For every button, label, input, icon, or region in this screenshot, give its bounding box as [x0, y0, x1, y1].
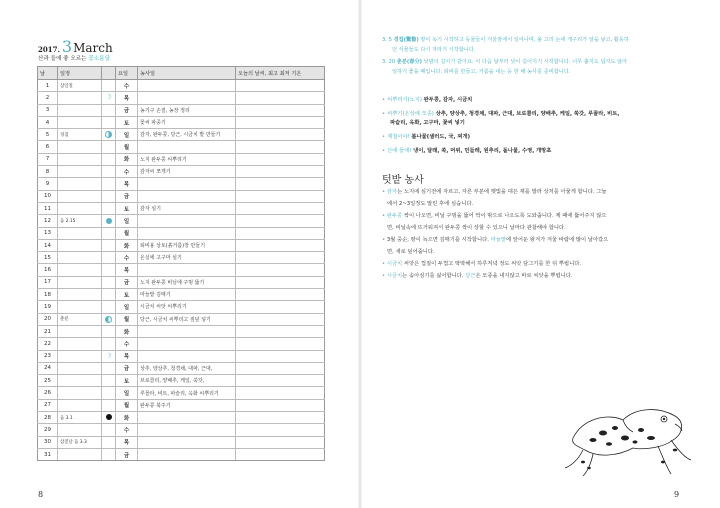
moon-cell — [102, 129, 116, 141]
moon-cell — [102, 350, 116, 362]
calendar-header-row — [38, 67, 325, 80]
col-moon — [102, 67, 116, 80]
month-name: March — [73, 41, 113, 55]
day-cell: 5 — [38, 129, 58, 141]
section-title: 텃밭 농사 — [382, 175, 424, 186]
weather-cell — [236, 80, 325, 92]
weekday-cell: 일 — [116, 215, 138, 227]
schedule-cell — [58, 264, 102, 276]
schedule-cell — [58, 375, 102, 387]
moon-cell — [102, 313, 116, 325]
table-row — [38, 424, 325, 436]
schedule-cell — [58, 166, 102, 178]
day-cell: 15 — [38, 252, 58, 264]
term-chunbun — [382, 58, 702, 77]
day-cell: 4 — [38, 116, 58, 128]
day-cell: 14 — [38, 239, 58, 251]
moon-cell — [102, 202, 116, 214]
calendar-table — [37, 66, 325, 461]
new-moon-icon — [106, 414, 112, 420]
farm-work-cell — [138, 190, 236, 202]
farm-work-cell: 감자 심기 — [138, 202, 236, 214]
weekday-cell: 화 — [116, 239, 138, 251]
day-cell: 8 — [38, 166, 58, 178]
table-row — [38, 202, 325, 214]
farm-work-cell — [138, 436, 236, 448]
day-cell: 20 — [38, 313, 58, 325]
schedule-cell: 춘분 — [58, 313, 102, 325]
farm-work-cell: 감자씨 쪼개기 — [138, 166, 236, 178]
moon-cell — [102, 436, 116, 448]
paragraph-spinach-thin: • 시금치는 솎아심기를 싫어합니다. 당근은 모종을 내지않고 바로 씨앗을 뿌립니다. — [382, 273, 573, 279]
farm-work-cell — [138, 350, 236, 362]
farm-work-cell: 상추, 양상추, 청경채, 대파, 근대, — [138, 362, 236, 374]
table-row — [38, 362, 325, 374]
weekday-cell: 일 — [116, 301, 138, 313]
moon-cell — [102, 153, 116, 165]
col-farm-work: 농사일 — [138, 67, 236, 80]
moon-cell — [102, 178, 116, 190]
weather-cell — [236, 448, 325, 460]
day-cell: 23 — [38, 350, 58, 362]
month-subtitle — [38, 54, 110, 62]
day-cell: 12 — [38, 215, 58, 227]
schedule-cell — [58, 289, 102, 301]
weekday-cell: 화 — [116, 325, 138, 337]
weekday-cell: 목 — [116, 264, 138, 276]
moon-cell — [102, 116, 116, 128]
farm-work-cell — [138, 424, 236, 436]
highlight-text: 마늘밭 — [490, 237, 506, 243]
schedule-cell — [58, 227, 102, 239]
moon-cell — [102, 325, 116, 337]
farm-work-cell — [138, 412, 236, 424]
moon-cell — [102, 375, 116, 387]
moon-cell — [102, 362, 116, 374]
table-row — [38, 178, 325, 190]
col-weather: 오늘의 날씨, 최고 최저 기온 — [236, 67, 325, 80]
moon-cell — [102, 412, 116, 424]
day-cell: 18 — [38, 289, 58, 301]
schedule-cell: 음 2.15 — [58, 215, 102, 227]
farm-work-cell: 당근, 시금치 씨뿌리고 짚덮 넣기 — [138, 313, 236, 325]
day-cell: 3 — [38, 104, 58, 116]
moon-cell — [102, 215, 116, 227]
farm-work-cell: 마늘밭 김매기 — [138, 289, 236, 301]
weekday-cell: 토 — [116, 202, 138, 214]
moon-cell — [102, 289, 116, 301]
day-cell: 24 — [38, 362, 58, 374]
weekday-cell: 수 — [116, 80, 138, 92]
moon-cell — [102, 227, 116, 239]
weekday-cell: 금 — [116, 448, 138, 460]
weekday-cell: 토 — [116, 375, 138, 387]
weekday-cell: 수 — [116, 338, 138, 350]
schedule-cell — [58, 338, 102, 350]
crescent-moon-icon: ☽ — [105, 351, 112, 360]
schedule-cell — [58, 202, 102, 214]
day-cell: 6 — [38, 141, 58, 153]
schedule-cell — [58, 239, 102, 251]
day-cell: 26 — [38, 387, 58, 399]
weekday-cell: 수 — [116, 424, 138, 436]
schedule-cell — [58, 448, 102, 460]
schedule-cell: 경칩 — [58, 129, 102, 141]
table-row — [38, 301, 325, 313]
weather-cell — [236, 239, 325, 251]
weather-cell — [236, 313, 325, 325]
term-keongchip — [382, 36, 702, 55]
farm-work-cell: 루꼴라, 비트, 파슬리, 옥화 씨뿌리기 — [138, 387, 236, 399]
weather-cell — [236, 325, 325, 337]
weekday-cell: 금 — [116, 104, 138, 116]
schedule-cell — [58, 252, 102, 264]
weekday-cell: 금 — [116, 276, 138, 288]
weekday-cell: 목 — [116, 178, 138, 190]
table-row — [38, 387, 325, 399]
weather-cell — [236, 202, 325, 214]
table-row — [38, 448, 325, 460]
list-item: • 산에 들에! 냉이, 달래, 쑥, 머위, 민들레, 원추리, 돌나물, 수영, 개망초 — [382, 148, 552, 154]
day-cell: 11 — [38, 202, 58, 214]
table-row — [38, 239, 325, 251]
weather-cell — [236, 338, 325, 350]
table-row — [38, 375, 325, 387]
moon-cell — [102, 338, 116, 350]
term-text: 낮밤의 길이가 같아요. 이 다음 날부터 낮이 길어지기 시작합니다. 너무 춥지도 덥지도 않아 — [423, 59, 628, 65]
moon-cell — [102, 424, 116, 436]
moon-cell — [102, 80, 116, 92]
day-cell: 27 — [38, 399, 58, 411]
farm-work-cell: 퇴비용 상토(흙거름)장 만들기 — [138, 239, 236, 251]
term-name: 경칩(驚蟄) — [393, 37, 419, 43]
farm-work-cell: 꽃씨 파종기 — [138, 116, 236, 128]
table-row — [38, 227, 325, 239]
weekday-cell: 수 — [116, 166, 138, 178]
schedule-cell — [58, 362, 102, 374]
table-row — [38, 153, 325, 165]
farm-work-cell: 노지 완두콩 씨뿌리기 — [138, 153, 236, 165]
weather-cell — [236, 289, 325, 301]
farm-work-cell: 브로콜리, 양배추, 케일, 쑥갓, — [138, 375, 236, 387]
day-cell: 1 — [38, 80, 58, 92]
subtitle-accent: 꽃소름달 — [88, 56, 110, 62]
table-row — [38, 338, 325, 350]
weather-cell — [236, 166, 325, 178]
schedule-cell — [58, 178, 102, 190]
day-cell: 17 — [38, 276, 58, 288]
table-row — [38, 252, 325, 264]
weekday-cell: 일 — [116, 129, 138, 141]
day-cell: 28 — [38, 412, 58, 424]
paragraph-potato: • 감자는 노지에 심기전에 자르고, 자른 부분에 햇빛을 대든 재를 발라 상처를 아물게 합니다. 그늘 에서 2~3일정도 말린 후에 심습니다. — [382, 189, 607, 207]
day-cell: 9 — [38, 178, 58, 190]
day-cell: 29 — [38, 424, 58, 436]
term-date: 3. 5 — [382, 37, 392, 43]
weekday-cell: 금 — [116, 362, 138, 374]
list-item: • 씨뿌리기(노지) 완두콩, 감자, 시금치 — [382, 97, 473, 103]
schedule-cell — [58, 190, 102, 202]
term-date: 3. 20 — [382, 59, 396, 65]
day-cell: 30 — [38, 436, 58, 448]
day-cell: 2 — [38, 92, 58, 104]
table-row — [38, 313, 325, 325]
schedule-cell — [58, 116, 102, 128]
paragraph-spinach-seed: • 시금치 씨앗은 껍질이 두껍고 딱딱해서 하루저녁 정도 씨앗 담그기를 한 뒤 뿌립니다. — [382, 261, 581, 267]
weather-cell — [236, 412, 325, 424]
subtitle-prefix: 산과 들에 좋 오르는 — [38, 56, 87, 62]
moon-cell — [102, 448, 116, 460]
weather-cell — [236, 387, 325, 399]
schedule-cell — [58, 92, 102, 104]
schedule-cell — [58, 104, 102, 116]
weather-cell — [236, 153, 325, 165]
month-header — [38, 37, 113, 55]
farm-work-cell: 완두콩 북주기 — [138, 399, 236, 411]
col-weekday: 요일 — [116, 67, 138, 80]
term-name: 춘분(春分) — [396, 59, 422, 65]
weekday-cell: 목 — [116, 436, 138, 448]
weather-cell — [236, 116, 325, 128]
table-row — [38, 141, 325, 153]
weekday-cell: 토 — [116, 116, 138, 128]
table-row — [38, 104, 325, 116]
table-row — [38, 92, 325, 104]
weather-cell — [236, 129, 325, 141]
weekday-cell: 화 — [116, 412, 138, 424]
weather-cell — [236, 436, 325, 448]
moon-cell — [102, 239, 116, 251]
schedule-cell: 삼짇날 음 3.3 — [58, 436, 102, 448]
farm-work-cell — [138, 325, 236, 337]
col-day: 날 — [38, 67, 58, 80]
weather-cell — [236, 350, 325, 362]
full-moon-icon — [106, 218, 112, 224]
weekday-cell: 월 — [116, 313, 138, 325]
farm-work-cell: 시금치 씨앗 씨뿌리기 — [138, 301, 236, 313]
weekday-cell: 목 — [116, 92, 138, 104]
page-number-right: 9 — [674, 490, 680, 499]
weather-cell — [236, 399, 325, 411]
schedule-cell — [58, 399, 102, 411]
schedule-cell — [58, 325, 102, 337]
list-item: • 씨뿌기(온상에 모종) 상추, 양상추, 청경채, 대파, 근대, 브로콜리, 양배추, 케일, 쑥갓, 루꼴라, 비트, — [382, 111, 620, 117]
moon-cell — [102, 190, 116, 202]
weather-cell — [236, 104, 325, 116]
weather-cell — [236, 190, 325, 202]
term-text-cont: 던 식물들도 다시 자라기 시작합니다. — [392, 46, 476, 53]
list-item: • 제철이야! 봄나물(샐러드, 국, 찌개) — [382, 134, 471, 140]
term-text: 땅이 녹기 시작하고 동물들이 겨울잠에서 일어나며, 올 고리 논에 개구리가 알을 낳고, 활동하 — [420, 37, 629, 43]
table-row — [38, 80, 325, 92]
paragraph-weeding: • 3월 중순, 땅이 녹으면 김매기를 시작합니다. 마늘밭에 앞어둔 왕겨가 겨울 바람에 많이 날아갔으 면, 새로 덮어줍니다. — [382, 237, 609, 255]
first-quarter-moon-icon — [105, 131, 112, 138]
farm-work-cell — [138, 92, 236, 104]
table-row — [38, 412, 325, 424]
day-cell: 16 — [38, 264, 58, 276]
table-row — [38, 399, 325, 411]
farm-work-cell — [138, 178, 236, 190]
farm-work-cell — [138, 141, 236, 153]
farm-work-cell: 노지 완두콩 비닐에 구멍 뚫기 — [138, 276, 236, 288]
moon-cell — [102, 141, 116, 153]
moon-cell — [102, 104, 116, 116]
table-row — [38, 325, 325, 337]
schedule-cell — [58, 424, 102, 436]
farm-work-cell — [138, 264, 236, 276]
table-row — [38, 166, 325, 178]
table-row — [38, 215, 325, 227]
schedule-cell — [58, 387, 102, 399]
farm-work-cell — [138, 227, 236, 239]
table-row — [38, 190, 325, 202]
schedule-cell — [58, 350, 102, 362]
table-row — [38, 116, 325, 128]
right-page — [360, 0, 720, 508]
farm-work-cell — [138, 215, 236, 227]
month-number: 3 — [61, 37, 73, 56]
weekday-cell: 화 — [116, 153, 138, 165]
last-quarter-moon-icon — [105, 316, 112, 323]
weather-cell — [236, 424, 325, 436]
moon-cell — [102, 92, 116, 104]
weather-cell — [236, 92, 325, 104]
weather-cell — [236, 141, 325, 153]
schedule-cell — [58, 153, 102, 165]
farm-work-cell: 농기구 손질, 농장 정리 — [138, 104, 236, 116]
moon-cell — [102, 264, 116, 276]
table-row — [38, 436, 325, 448]
list-item-cont: 파슬리, 옥화, 고구마, 꽃씨 넣기 — [390, 120, 465, 126]
farm-work-cell: 감자, 완두콩, 당근, 시금치 밭 만들기 — [138, 129, 236, 141]
moon-cell — [102, 399, 116, 411]
moon-cell — [102, 387, 116, 399]
day-cell: 25 — [38, 375, 58, 387]
weather-cell — [236, 227, 325, 239]
weather-cell — [236, 362, 325, 374]
year-label: 2017. — [38, 45, 60, 54]
day-cell: 21 — [38, 325, 58, 337]
crescent-moon-icon: ☽ — [105, 93, 112, 102]
day-cell: 19 — [38, 301, 58, 313]
highlight-text: 당근 — [465, 273, 476, 279]
farm-work-cell — [138, 448, 236, 460]
day-cell: 31 — [38, 448, 58, 460]
farm-work-cell: 온실에 고구마 심기 — [138, 252, 236, 264]
moon-cell — [102, 301, 116, 313]
farm-work-cell — [138, 80, 236, 92]
day-cell: 13 — [38, 227, 58, 239]
table-row — [38, 276, 325, 288]
schedule-cell — [58, 301, 102, 313]
frog-illustration — [563, 378, 693, 478]
weekday-cell: 수 — [116, 252, 138, 264]
table-row — [38, 350, 325, 362]
weekday-cell: 월 — [116, 399, 138, 411]
weekday-cell: 목 — [116, 350, 138, 362]
weather-cell — [236, 375, 325, 387]
table-row — [38, 264, 325, 276]
schedule-cell: 삼일절 — [58, 80, 102, 92]
weekday-cell: 일 — [116, 387, 138, 399]
day-cell: 7 — [38, 153, 58, 165]
table-row — [38, 129, 325, 141]
moon-cell — [102, 276, 116, 288]
weather-cell — [236, 252, 325, 264]
term-text-cont: 일하기 좋을 때입니다. 퇴비를 만들고, 거름을 내는 등 한 해 농사를 준비합니다. — [392, 68, 571, 75]
weekday-cell: 금 — [116, 190, 138, 202]
paragraph-pea: • 완두콩 싹이 나오면, 비닐 구멍을 뚫어 싹이 밖으로 나오도록 도와줍니다. 제 때에 뚫어주지 않으 면, 비닐속에 뜨거워져서 완두콩 싹이 상할 수 있으니 날마다 관찰해야 합니다. — [382, 213, 607, 231]
weather-cell — [236, 178, 325, 190]
moon-cell — [102, 252, 116, 264]
table-row — [38, 289, 325, 301]
schedule-cell — [58, 141, 102, 153]
schedule-cell: 음 3.1 — [58, 412, 102, 424]
weekday-cell: 월 — [116, 227, 138, 239]
farm-work-cell — [138, 338, 236, 350]
page-number-left: 8 — [38, 490, 44, 499]
moon-cell — [102, 166, 116, 178]
weather-cell — [236, 215, 325, 227]
schedule-cell — [58, 276, 102, 288]
col-schedule: 일정 — [58, 67, 102, 80]
weather-cell — [236, 301, 325, 313]
weather-cell — [236, 276, 325, 288]
weekday-cell: 토 — [116, 289, 138, 301]
weekday-cell: 월 — [116, 141, 138, 153]
day-cell: 10 — [38, 190, 58, 202]
weather-cell — [236, 264, 325, 276]
day-cell: 22 — [38, 338, 58, 350]
